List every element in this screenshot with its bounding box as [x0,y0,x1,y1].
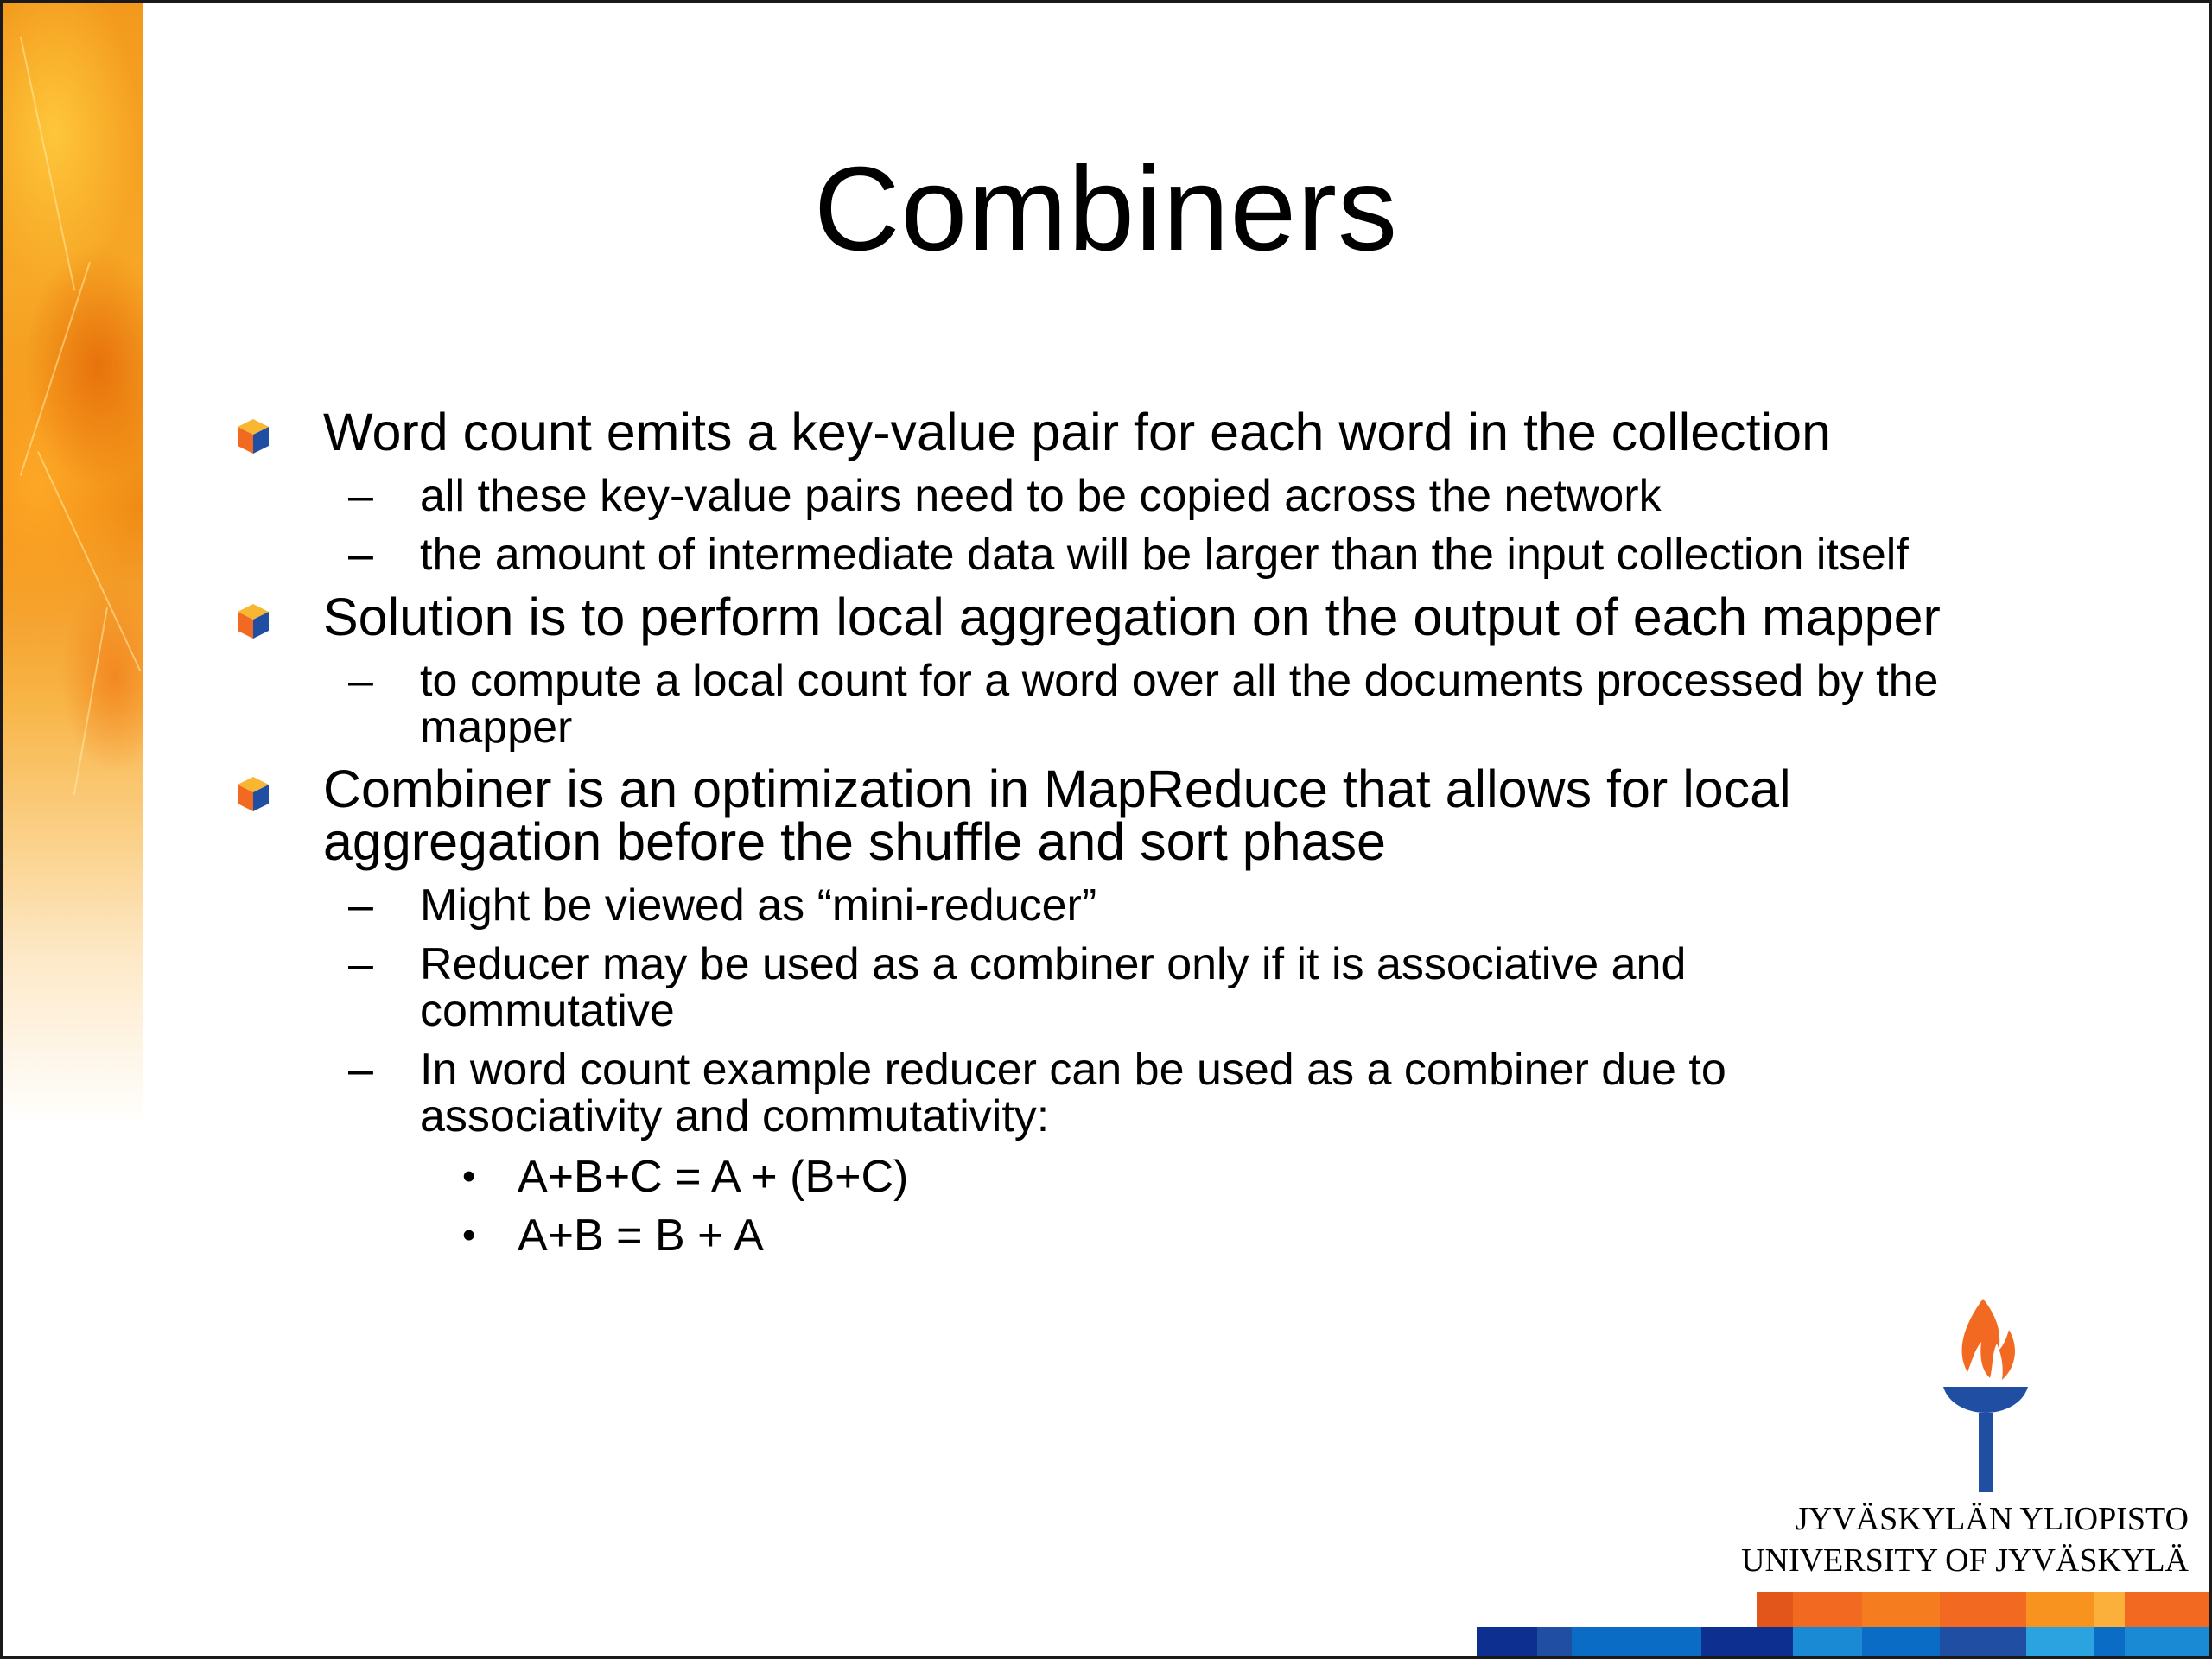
dash-bullet: – [348,656,373,706]
sub-bullet-text: to compute a local count for a word over all the documents processed by the [420,656,1939,706]
bullet-text-continued: aggregation before the shuffle and sort phase [323,812,1386,871]
cube-bullet-icon [236,602,270,640]
sub-bullet-text-continued: mapper [420,702,573,753]
sub-sub-bullet-text: A+B = B + A [518,1211,764,1261]
cube-bullet-icon [236,775,270,813]
dash-bullet: – [348,471,373,521]
sub-bullet-text: all these key-value pairs need to be copied across the network [420,471,1662,521]
dash-bullet: – [348,880,373,931]
sub-bullet-text: In word count example reducer can be used as a combiner due to [420,1045,1726,1095]
slide-title: Combiners [813,143,1399,276]
dash-bullet: – [348,1045,373,1095]
sub-bullet-text: the amount of intermediate data will be larger than the input collection itself [420,530,1909,580]
university-name-english: UNIVERSITY OF JYVÄSKYLÄ [1741,1542,2189,1579]
bullet-text: Solution is to perform local aggregation on the output of each mapper [323,588,1941,646]
sub-bullet-text-continued: commutative [420,986,675,1036]
sub-bullet-text-continued: associativity and commutativity: [420,1091,1050,1141]
sub-sub-bullet-text: A+B+C = A + (B+C) [518,1152,909,1202]
cube-bullet-icon [236,417,270,455]
dot-bullet: • [462,1155,476,1198]
sub-bullet-text: Might be viewed as “mini-reducer” [420,880,1097,931]
bullet-text: Word count emits a key-value pair for each word in the collection [323,403,1831,461]
dot-bullet: • [462,1214,476,1256]
dash-bullet: – [348,530,373,580]
dash-bullet: – [348,939,373,989]
sub-bullet-text: Reducer may be used as a combiner only if it is associative and [420,939,1687,989]
university-name-finnish: JYVÄSKYLÄN YLIOPISTO [1796,1501,2189,1537]
bullet-text: Combiner is an optimization in MapReduce that allows for local [323,760,1791,818]
university-torch-logo [1929,1290,2042,1497]
